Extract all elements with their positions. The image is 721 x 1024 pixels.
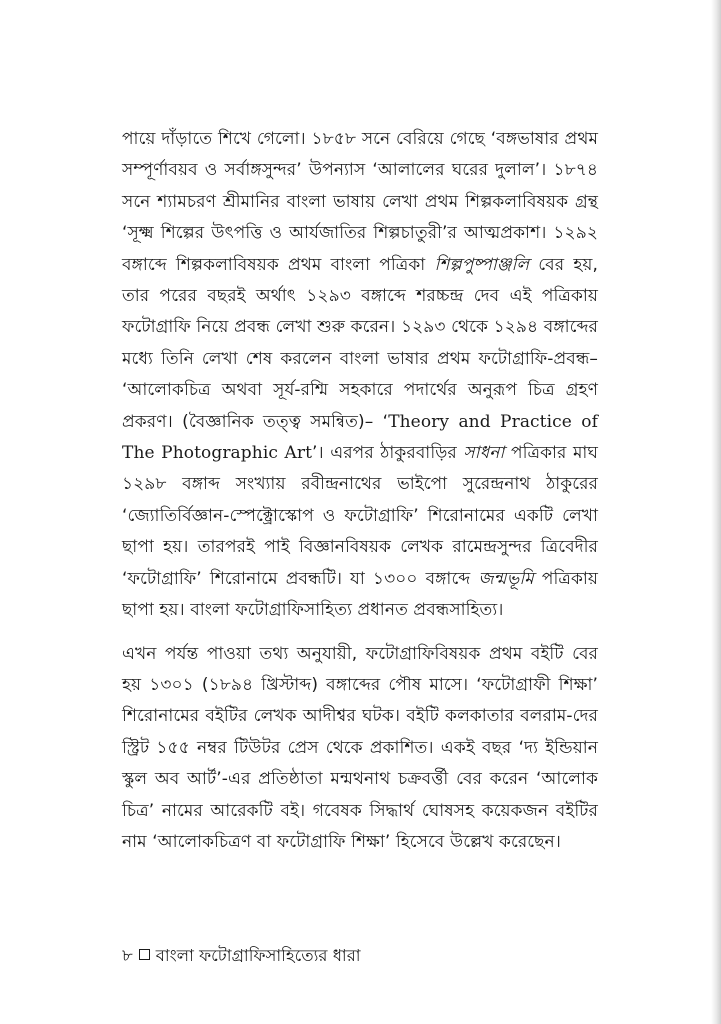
journal-title: সাধনা bbox=[463, 443, 505, 464]
paragraph-history bbox=[122, 124, 598, 627]
page-body bbox=[122, 124, 598, 858]
running-title: বাংলা ফটোগ্রাফিসাহিত্যের ধারা bbox=[155, 946, 361, 965]
paragraph-first-book: এখন পর্যন্ত পাওয়া তথ্য অনুযায়ী, ফটোগ্রাফিবিষয়ক প্রথম বইটি বের হয় ১৩০১ (১৮৯৪ খ্রিস্টাব্দ) বঙ্গাব্দের পৌষ মাসে। ‘ফটোগ্রাফী শিক্ষা’ শিরোনামের বইটির লেখক আদীশ্বর ঘটক। বইটি কলকাতার বলরাম-দের স্ট্রিট ১৫৫ নম্বর টিউটর প্রেস থেকে প্রকাশিত। একই বছর ‘দ্য ইন্ডিয়ান স্কুল অব আর্ট’-এর প্রতিষ্ঠাতা মন্মথনাথ চক্রবর্ত্তী বের করেন ‘আলোক চিত্র’ নামের আরেকটি বই। গবেষক সিদ্ধার্থ ঘোষসহ কয়েকজন বইটির নাম ‘আলোকচিত্রণ বা ফটোগ্রাফি শিক্ষা’ হিসেবে উল্লেখ করেছেন। bbox=[122, 643, 598, 852]
paragraph-text: পত্রিকায় ছাপা হয়। বাংলা ফটোগ্রাফিসাহিত্য প্রধানত প্রবন্ধসাহিত্য। bbox=[122, 568, 598, 621]
page-footer bbox=[122, 944, 361, 968]
page-edge-shadow bbox=[711, 0, 721, 1024]
square-separator-icon bbox=[139, 949, 150, 960]
page-number: ৮ bbox=[122, 946, 133, 965]
paragraph-text: পত্রিকার মাঘ ১২৯৮ বঙ্গাব্দ সংখ্যায় রবীন্দ্রনাথের ভাইপো সুরেন্দ্রনাথ ঠাকুরের ‘জ্যোতির্বিজ্ঞান-স্পেক্ট্রোস্কোপ ও ফটোগ্রাফি’ শিরোনামের একটি লেখা ছাপা হয়। তারপরই পাই বিজ্ঞানবিষয়ক লেখক রামেন্দ্রসুন্দর ত্রিবেদীর ‘ফটোগ্রাফি’ শিরোনামে প্রবন্ধটি। যা ১৩০০ বঙ্গাব্দে bbox=[122, 443, 599, 589]
paragraph-text: বের হয়, তার পরের বছরই অর্থাৎ ১২৯৩ বঙ্গাব্দে শরচ্চন্দ্র দেব এই পত্রিকায় ফটোগ্রাফি নিয়ে প্রবন্ধ লেখা শুরু করেন। ১২৯৩ থেকে ১২৯৪ বঙ্গাব্দের মধ্যে তিনি লেখা শেষ করলেন বাংলা ভাষার প্রথম ফটোগ্রাফি-প্রবন্ধ– ‘আলোকচিত্র অথবা সূর্য-রশ্মি সহকারে পদার্থের অনুরূপ চিত্র গ্রহণ প্রকরণ। (বৈজ্ঞানিক তত্ত্ব সমন্বিত)– ‘ bbox=[122, 254, 598, 432]
journal-title: শিল্পপুষ্পাঞ্জলি bbox=[434, 254, 530, 275]
paragraph-text: পায়ে দাঁড়াতে শিখে গেলো। ১৮৫৮ সনে বেরিয়ে গেছে ‘বঙ্গভাষার প্রথম সম্পূর্ণাবয়ব ও সর্বাঙ্গসুন্দর’ উপন্যাস ‘আলালের ঘরের দুলাল’। ১৮৭৪ সনে শ্যামচরণ শ্রীমানির বাংলা ভাষায় লেখা প্রথম শিল্পকলাবিষয়ক গ্রন্থ ‘সূক্ষ্ম শিল্পের উৎপত্তি ও আর্যজাতির শিল্পচাতুরী’র আত্মপ্রকাশ। ১২৯২ বঙ্গাব্দে শিল্পকলাবিষয়ক প্রথম বাংলা পত্রিকা bbox=[122, 129, 598, 275]
english-title: Theory and Practice of The Photographic Art bbox=[122, 411, 598, 464]
journal-title: জন্মভূমি bbox=[478, 568, 534, 589]
paragraph-text: ’। এরপর ঠাকুরবাড়ির bbox=[312, 443, 464, 464]
